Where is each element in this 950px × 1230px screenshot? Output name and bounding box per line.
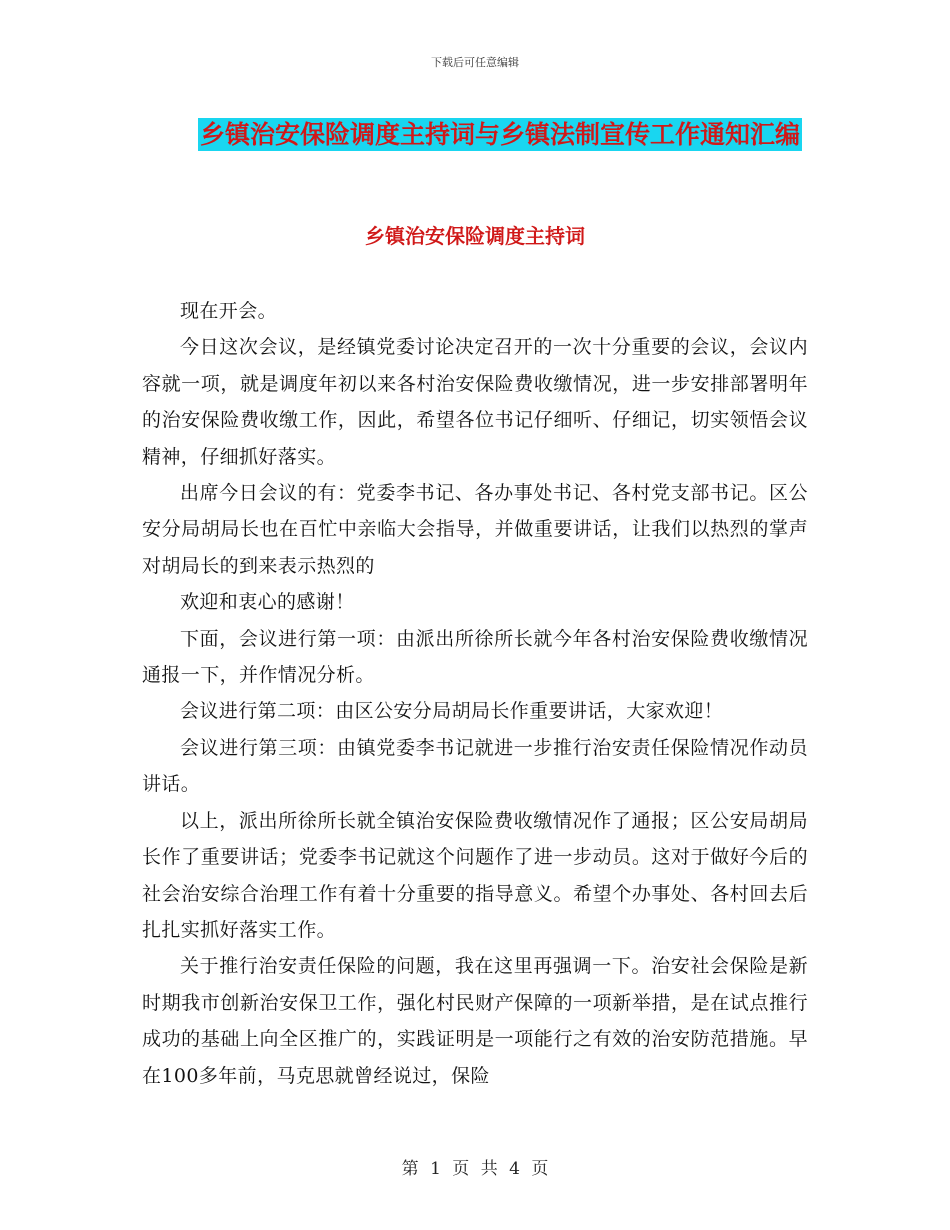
paragraph: 会议进行第三项：由镇党委李书记就进一步推行治安责任保险情况作动员讲话。 [142,736,808,796]
paragraph: 下面，会议进行第一项：由派出所徐所长就今年各村治安保险费收缴情况通报一下，并作情况分析。 [142,627,808,687]
paragraph: 欢迎和衷心的感谢！ [180,591,355,614]
paragraph: 今日这次会议，是经镇党委讨论决定召开的一次十分重要的会议，会议内容就一项，就是调度年初以来各村治安保险费收缴情况，进一步安排部署明年的治安保险费收缴工作，因此，希望各位书记仔细听、仔细记，切实领悟会议精神，仔细抓好落实。 [142,336,808,468]
document-title-text: 乡镇治安保险调度主持词与乡镇法制宣传工作通知汇编 [199,120,800,149]
header-note: 下载后可任意编辑 [431,56,519,69]
page-number: 第 1 页 共 4 页 [401,1159,549,1179]
paragraph: 现在开会。 [180,300,278,322]
document-title [150,112,850,158]
paragraph: 会议进行第二项：由区公安分局胡局长作重要讲话，大家欢迎！ [180,700,724,723]
document-body [142,293,808,1094]
section-heading: 乡镇治安保险调度主持词 [365,224,585,248]
paragraph: 出席今日会议的有：党委李书记、各办事处书记、各村党支部书记。区公安分局胡局长也在百忙中亲临大会指导，并做重要讲话，让我们以热烈的掌声对胡局长的到来表示热烈的 [142,482,808,577]
paragraph: 关于推行治安责任保险的问题，我在这里再强调一下。治安社会保险是新时期我市创新治安保卫工作，强化村民财产保障的一项新举措，是在试点推行成功的基础上向全区推广的，实践证明是一项能行之有效的治安防范措施。早在100多年前，马克思就曾经说过，保险 [142,955,808,1087]
paragraph: 以上，派出所徐所长就全镇治安保险费收缴情况作了通报；区公安局胡局长作了重要讲话；党委李书记就这个问题作了进一步动员。这对于做好今后的社会治安综合治理工作有着十分重要的指导意义。希望个办事处、各村回去后扎扎实抓好落实工作。 [142,809,808,941]
